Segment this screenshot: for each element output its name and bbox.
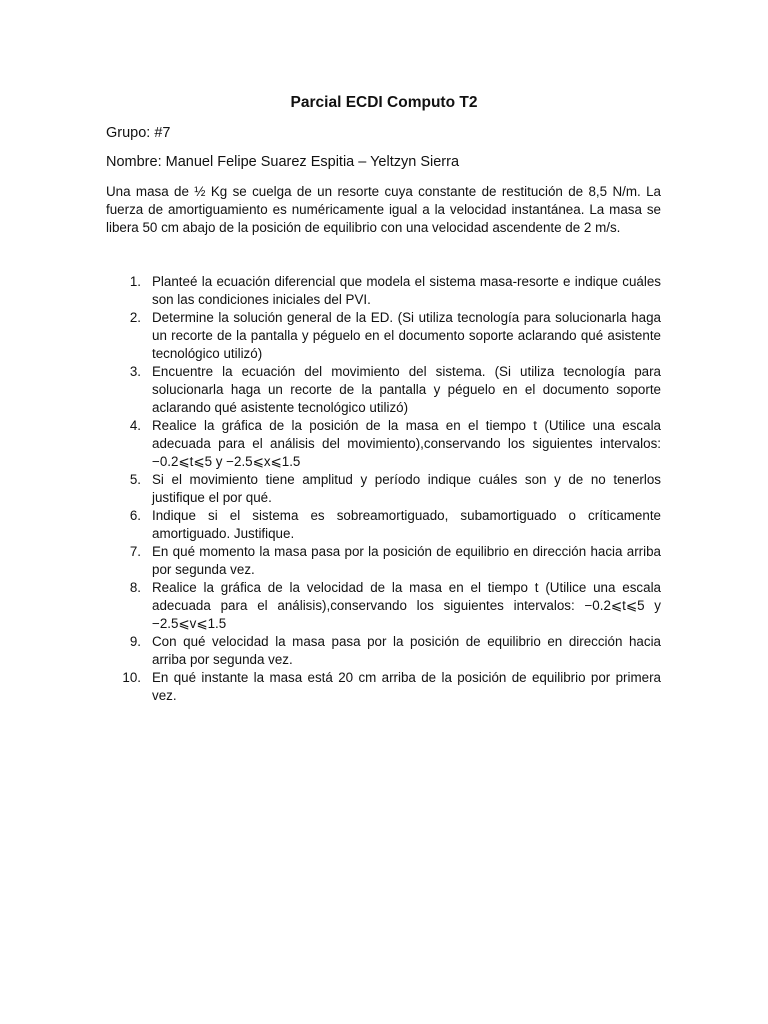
question-number: 4. bbox=[129, 418, 141, 433]
question-text: En qué momento la masa pasa por la posición de equilibrio en dirección hacia arriba por segunda vez. bbox=[152, 544, 661, 577]
document-title: Parcial ECDI Computo T2 bbox=[290, 94, 478, 111]
question-item bbox=[0, 633, 768, 669]
question-item bbox=[0, 669, 768, 705]
question-number: 2. bbox=[129, 310, 141, 325]
question-item bbox=[0, 471, 768, 507]
question-number: 7. bbox=[129, 544, 141, 559]
question-text: Planteé la ecuación diferencial que modela el sistema masa-resorte e indique cuáles son las condiciones iniciales del PVI. bbox=[152, 274, 661, 307]
question-item bbox=[0, 507, 768, 543]
question-item bbox=[0, 417, 768, 471]
question-number: 9. bbox=[129, 634, 141, 649]
question-text: Con qué velocidad la masa pasa por la posición de equilibrio en dirección hacia arriba por segunda vez. bbox=[152, 634, 661, 667]
question-text: Indique si el sistema es sobreamortiguado, subamortiguado o críticamente amortiguado. Justifique. bbox=[152, 508, 661, 541]
question-item bbox=[0, 543, 768, 579]
question-number: 5. bbox=[129, 472, 141, 487]
question-text: Realice la gráfica de la velocidad de la masa en el tiempo t (Utilice una escala adecuada para el análisis),conservando los siguientes intervalos: −0.2⩽t⩽5 y −2.5⩽v⩽1.5 bbox=[152, 580, 661, 631]
question-text: En qué instante la masa está 20 cm arriba de la posición de equilibrio por primera vez. bbox=[152, 670, 661, 703]
question-number: 1. bbox=[129, 274, 141, 289]
question-item bbox=[0, 309, 768, 363]
question-item bbox=[0, 579, 768, 633]
question-list bbox=[0, 273, 768, 705]
question-text: Realice la gráfica de la posición de la masa en el tiempo t (Utilice una escala adecuada para el análisis del movimiento),conservando los siguientes intervalos: −0.2⩽t⩽5 y −2.5⩽x⩽1.5 bbox=[152, 418, 661, 469]
question-text: Encuentre la ecuación del movimiento del sistema. (Si utiliza tecnología para solucionarla haga un recorte de la pantalla y péguelo en el documento soporte aclarando qué asistente tecnológico utilizó) bbox=[152, 364, 661, 415]
names-line: Nombre: Manuel Felipe Suarez Espitia – Yeltzyn Sierra bbox=[106, 154, 460, 170]
question-number: 8. bbox=[129, 580, 141, 595]
group-line: Grupo: #7 bbox=[106, 125, 171, 141]
question-text: Determine la solución general de la ED. (Si utiliza tecnología para solucionarla haga un recorte de la pantalla y péguelo en el documento soporte aclarando qué asistente tecnológico utilizó) bbox=[152, 310, 661, 361]
question-number: 6. bbox=[129, 508, 141, 523]
question-item bbox=[0, 273, 768, 309]
question-number: 3. bbox=[129, 364, 141, 379]
question-text: Si el movimiento tiene amplitud y período indique cuáles son y de no tenerlos justifique el por qué. bbox=[152, 472, 661, 505]
question-item bbox=[0, 363, 768, 417]
question-number: 10. bbox=[122, 670, 141, 685]
problem-statement: Una masa de ½ Kg se cuelga de un resorte cuya constante de restitución de 8,5 N/m. La fuerza de amortiguamiento es numéricamente igual a la velocidad instantánea. La masa se libera 50 cm abajo de la posición de equilibrio con una velocidad ascendente de 2 m/s. bbox=[106, 184, 661, 235]
